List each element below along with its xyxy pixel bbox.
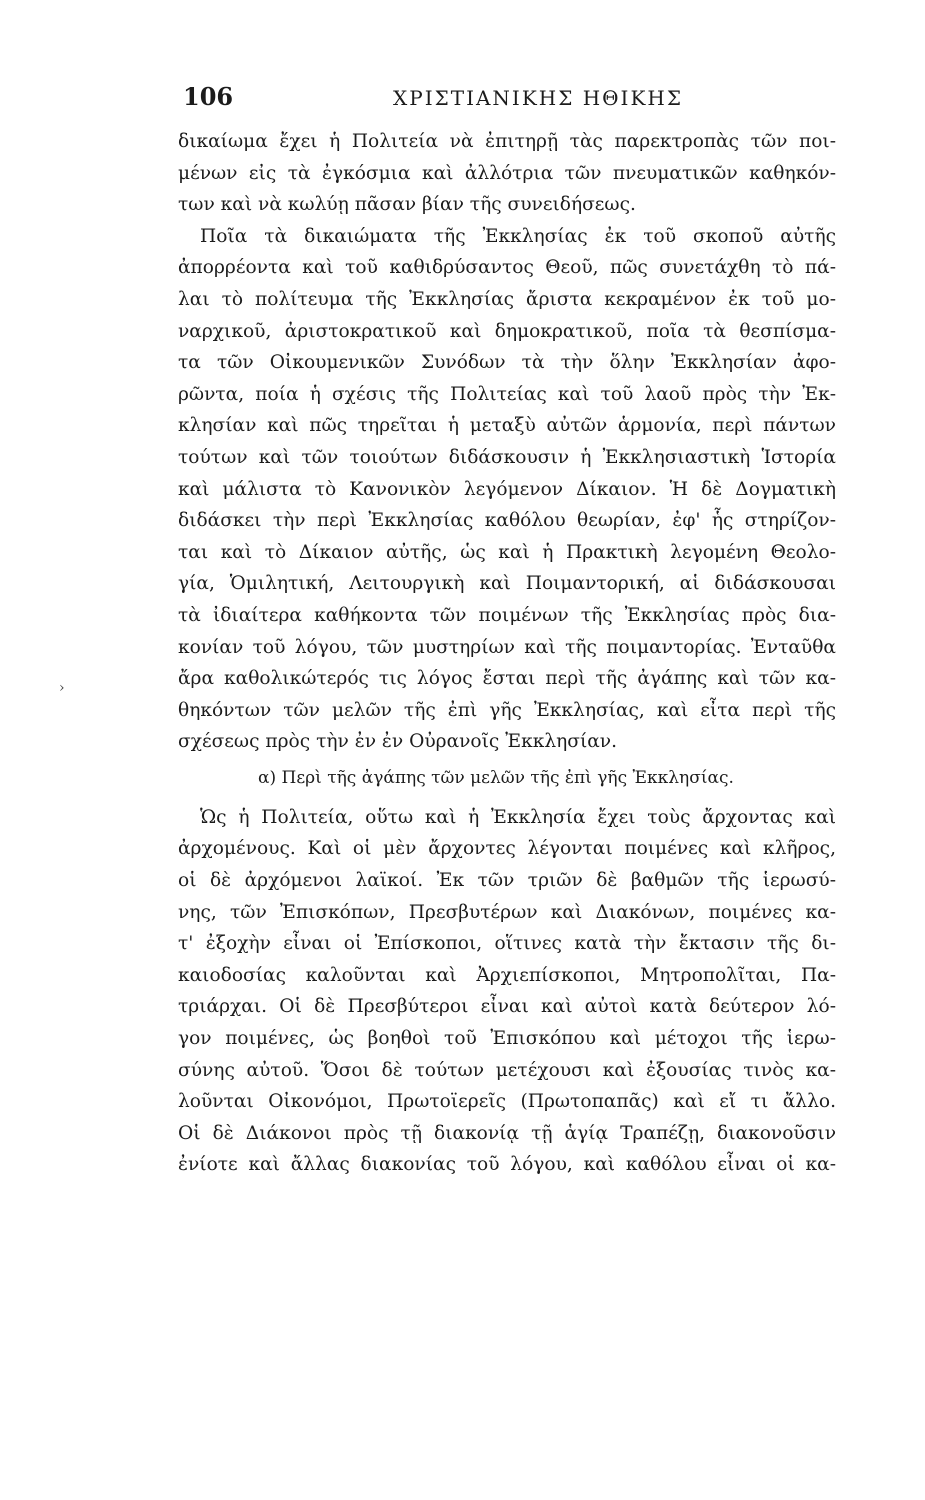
text-line: δικαίωμα ἔχει ἡ Πολιτεία νὰ ἐπιτηρῇ τὰς παρεκτροπὰς τῶν ποι- bbox=[178, 131, 836, 152]
text-line: των καὶ νὰ κωλύῃ πᾶσαν βίαν τῆς συνειδήσεως. bbox=[178, 194, 636, 216]
running-title: ΧΡΙΣΤΙΑΝΙΚΗΣ ΗΘΙΚΗΣ bbox=[393, 86, 683, 110]
text-line: μένων εἰς τὰ ἐγκόσμια καὶ ἀλλότρια τῶν πνευματικῶν καθηκόν- bbox=[178, 162, 836, 184]
text-line: ρῶντα, ποία ἡ σχέσις τῆς Πολιτείας καὶ τοῦ λαοῦ πρὸς τὴν Ἐκ- bbox=[178, 383, 836, 405]
text-line: θηκόντων τῶν μελῶν τῆς ἐπὶ γῆς Ἐκκλησίας, καὶ εἶτα περὶ τῆς bbox=[178, 699, 836, 721]
text-line: καὶ μάλιστα τὸ Κανονικὸν λεγόμενον Δίκαιον. Ἡ δὲ Δογματικὴ bbox=[178, 478, 836, 500]
text-line: σχέσεως πρὸς τὴν ἐν ἐν Οὐρανοῖς Ἐκκλησίαν. bbox=[178, 731, 618, 753]
text-line: ἄρα καθολικώτερός τις λόγος ἔσται περὶ τῆς ἀγάπης καὶ τῶν κα- bbox=[178, 668, 836, 690]
text-line: οἱ δὲ ἀρχόμενοι λαϊκοί. Ἐκ τῶν τριῶν δὲ βαθμῶν τῆς ἱερωσύ- bbox=[178, 870, 836, 892]
text-line: κλησίαν καὶ πῶς τηρεῖται ἡ μεταξὺ αὐτῶν ἁρμονία, περὶ πάντων bbox=[178, 415, 836, 437]
text-line: ἀπορρέοντα καὶ τοῦ καθιδρύσαντος Θεοῦ, πῶς συνετάχθη τὸ πά- bbox=[178, 257, 836, 279]
text-line: διδάσκει τὴν περὶ Ἐκκλησίας καθόλου θεωρίαν, ἐφ' ἧς στηρίζον- bbox=[178, 510, 836, 532]
text-line: τ' ἐξοχὴν εἶναι οἱ Ἐπίσκοποι, οἵτινες κατὰ τὴν ἔκτασιν τῆς δι- bbox=[178, 933, 836, 955]
text-line: τὰ ἰδιαίτερα καθήκοντα τῶν ποιμένων τῆς Ἐκκλησίας πρὸς δια- bbox=[178, 604, 836, 626]
text-line: κονίαν τοῦ λόγου, τῶν μυστηρίων καὶ τῆς ποιμαντορίας. Ἐνταῦθα bbox=[178, 636, 836, 658]
text-line: ναρχικοῦ, ἀριστοκρατικοῦ καὶ δημοκρατικοῦ, ποῖα τὰ θεσπίσμα- bbox=[178, 320, 836, 342]
text-line: νης, τῶν Ἐπισκόπων, Πρεσβυτέρων καὶ Διακόνων, ποιμένες κα- bbox=[178, 901, 836, 923]
text-line: ἀρχομένους. Καὶ οἱ μὲν ἄρχοντες λέγονται ποιμένες καὶ κλῆρος, bbox=[178, 838, 836, 860]
text-line: καιοδοσίας καλοῦνται καὶ Ἀρχιεπίσκοποι, Μητροπολῖται, Πα- bbox=[178, 964, 836, 986]
page-number: 106 bbox=[183, 82, 234, 111]
text-line: τα τῶν Οἰκουμενικῶν Συνόδων τὰ τὴν ὅλην Ἐκκλησίαν ἀφο- bbox=[178, 352, 836, 374]
text-line: ἐνίοτε καὶ ἄλλας διακονίας τοῦ λόγου, καὶ καθόλου εἶναι οἱ κα- bbox=[178, 1154, 836, 1176]
margin-mark: › bbox=[59, 680, 65, 696]
section-heading: α) Περὶ τῆς ἀγάπης τῶν μελῶν τῆς ἐπὶ γῆς Ἐκκλησίας. bbox=[258, 767, 734, 788]
text-line: ται καὶ τὸ Δίκαιον αὐτῆς, ὡς καὶ ἡ Πρακτικὴ λεγομένη Θεολο- bbox=[178, 541, 836, 563]
text-line: Οἱ δὲ Διάκονοι πρὸς τῇ διακονίᾳ τῇ ἁγίᾳ Τραπέζῃ, διακονοῦσιν bbox=[178, 1122, 836, 1144]
text-line: σύνης αὐτοῦ. Ὅσοι δὲ τούτων μετέχουσι καὶ ἐξουσίας τινὸς κα- bbox=[178, 1059, 836, 1081]
text-line: Ποῖα τὰ δικαιώματα τῆς Ἐκκλησίας ἐκ τοῦ σκοποῦ αὐτῆς bbox=[200, 225, 836, 247]
text-line: τούτων καὶ τῶν τοιούτων διδάσκουσιν ἡ Ἐκκλησιαστικὴ Ἱστορία bbox=[178, 446, 836, 468]
text-line: Ὡς ἡ Πολιτεία, οὕτω καὶ ἡ Ἐκκλησία ἔχει τοὺς ἄρχοντας καὶ bbox=[200, 806, 836, 828]
page-header bbox=[183, 82, 833, 122]
text-line: γία, Ὁμιλητική, Λειτουργικὴ καὶ Ποιμαντορική, αἱ διδάσκουσαι bbox=[178, 573, 836, 595]
text-line: γον ποιμένες, ὡς βοηθοὶ τοῦ Ἐπισκόπου καὶ μέτοχοι τῆς ἱερω- bbox=[178, 1028, 836, 1050]
text-line: λαι τὸ πολίτευμα τῆς Ἐκκλησίας ἄριστα κεκραμένον ἐκ τοῦ μο- bbox=[178, 288, 836, 310]
body-text bbox=[178, 126, 836, 1181]
text-line: λοῦνται Οἰκονόμοι, Πρωτοϊερεῖς (Πρωτοπαπᾶς) καὶ εἴ τι ἄλλο. bbox=[178, 1091, 836, 1113]
text-line: τριάρχαι. Οἱ δὲ Πρεσβύτεροι εἶναι καὶ αὐτοὶ κατὰ δεύτερον λό- bbox=[178, 996, 836, 1018]
